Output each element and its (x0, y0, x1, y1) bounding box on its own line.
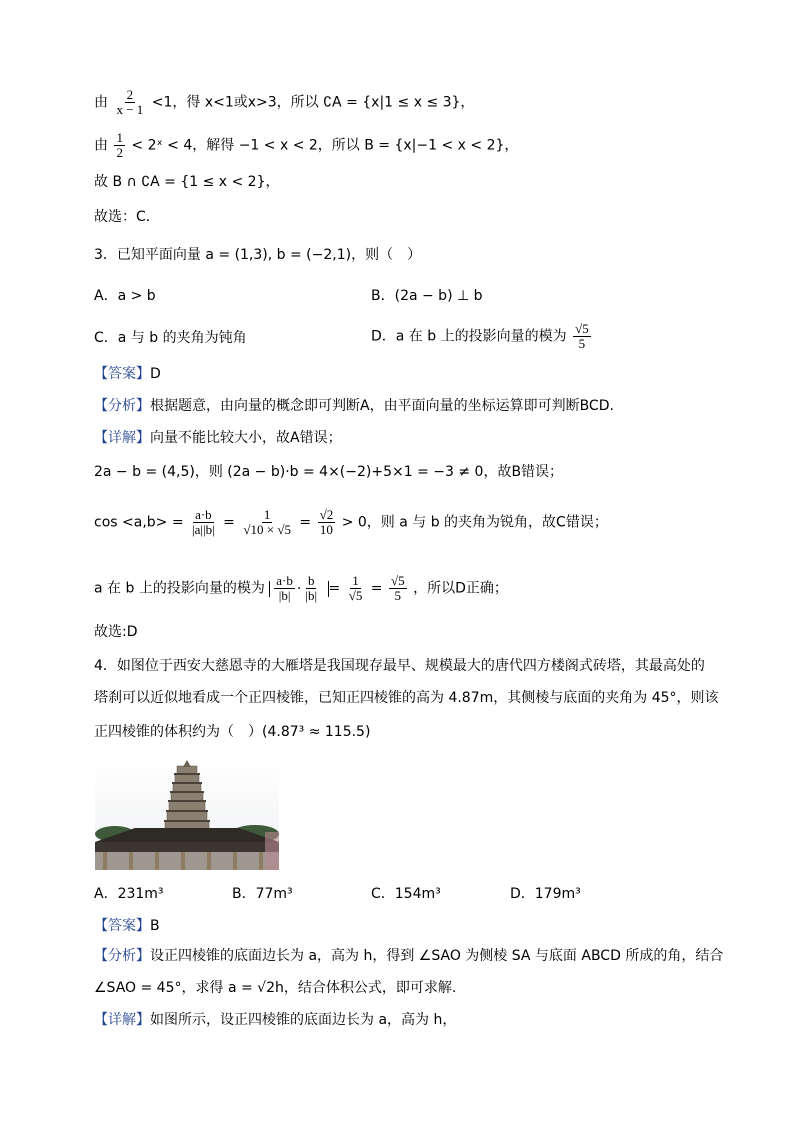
fraction (389, 574, 407, 603)
fraction-numerator: a·b (195, 507, 212, 522)
text-prefix: 由 (94, 94, 108, 111)
fraction-denominator: √10 × √5 (243, 522, 291, 537)
q3-option-d (371, 322, 593, 351)
answer-value: B (150, 918, 160, 934)
detail-line-3d (94, 574, 734, 603)
cos-prefix: cos <a,b> = (94, 514, 184, 531)
analysis-line-4a (94, 946, 734, 966)
fraction-numerator: 2 (126, 87, 134, 102)
solution-line-1 (94, 88, 734, 117)
fraction-denominator: 5 (394, 588, 402, 603)
detail-line-4 (94, 1010, 734, 1030)
fraction (347, 574, 365, 603)
fraction-numerator: √2 (319, 507, 334, 522)
fraction (241, 508, 293, 537)
answer-tag: 【答案】 (94, 366, 150, 382)
solution-line-2 (94, 131, 734, 160)
fraction-numerator: 1 (263, 507, 271, 522)
detail-line-3 (94, 428, 734, 448)
q4-option-a: A．231m³ (94, 886, 164, 902)
analysis-line-3 (94, 396, 734, 416)
answer-line-4 (94, 916, 734, 936)
fraction (190, 508, 217, 537)
absolute-value: $\frac{a\cdot b}{|b|}$ · $\frac{b}{|b|}$ (269, 581, 328, 597)
answer-line-3 (94, 364, 734, 384)
q4-option-b: B．77m³ (232, 886, 293, 902)
analysis-tag: 【分析】 (94, 398, 150, 414)
q3-option-c: C．a 与 b 的夹角为钝角 (94, 330, 247, 346)
question-4-line-1: 4．如图位于西安大慈恩寺的大雁塔是我国现存最早、规模最大的唐代四方楼阁式砖塔，其最高处的 (94, 658, 705, 674)
fraction (274, 574, 295, 603)
question-4-line-2: 塔刹可以近似地看成一个正四棱锥，已知正四棱锥的高为 4.87m，其侧棱与底面的夹角为 45°，则该 (94, 690, 719, 706)
fraction-numerator: √5 (575, 321, 589, 336)
fraction-denominator: |a||b| (192, 522, 215, 537)
analysis-tag: 【分析】 (94, 948, 150, 964)
text-tail: A = {x|1 ≤ x ≤ 3}， (332, 94, 475, 111)
answer-value: D (150, 366, 161, 382)
equals-sign: = (223, 514, 235, 531)
fraction (318, 508, 336, 537)
equals-sign: = (328, 580, 341, 597)
fraction-denominator: 2 (116, 145, 123, 160)
answer-tag: 【答案】 (94, 918, 150, 934)
fraction (303, 574, 319, 603)
detail-tag: 【详解】 (94, 1012, 150, 1028)
detail-line-3b: 2a − b = (4,5)，则 (2a − b)·b = 4×(−2)+5×1 = −3 ≠ 0，故B错误； (94, 464, 564, 480)
text-prefix: a 在 b 上的投影向量的模为 (94, 580, 265, 597)
detail-tag: 【详解】 (94, 430, 150, 446)
fraction-denominator: x − 1 (116, 102, 144, 117)
text-prefix: 由 (94, 137, 108, 154)
big-wild-goose-pagoda-photo (95, 760, 279, 870)
fraction-numerator: √5 (390, 573, 405, 588)
text-body: <1，得 x<1或x>3，所以 ∁ (151, 94, 333, 111)
fraction (114, 88, 145, 117)
fraction-denominator: 10 (319, 522, 333, 537)
analysis-text: 根据题意，由向量的概念即可判断A，由平面向量的坐标运算即可判断BCD. (150, 398, 614, 414)
analysis-text: 设正四棱锥的底面边长为 a，高为 h，得到 ∠SAO 为侧棱 SA 与底面 ABCD 所成的角，结合 (150, 948, 724, 964)
fraction-numerator: 1 (116, 130, 123, 145)
fraction-denominator: √5 (348, 588, 363, 603)
text-tail: ，所以D正确； (413, 580, 508, 597)
q4-option-c: C．154m³ (371, 886, 441, 902)
equals-sign: = (299, 514, 312, 531)
text-tail: > 0，则 a 与 b 的夹角为锐角，故C错误； (341, 514, 608, 531)
detail-text: 向量不能比较大小，故A错误； (150, 430, 342, 446)
solution-line-3: 故 B ∩ ∁A = {1 ≤ x < 2}， (94, 174, 280, 190)
fraction-numerator: 1 (352, 573, 359, 588)
analysis-line-4b: ∠SAO = 45°，求得 a = √2h，结合体积公式，即可求解. (94, 980, 457, 996)
fraction-denominator: |b| (278, 588, 291, 603)
text-body: < 2ˣ < 4，解得 −1 < x < 2，所以 B = {x|−1 < x < 2}， (131, 137, 519, 154)
detail-line-3c (94, 508, 734, 537)
equals-sign: = (370, 580, 383, 597)
q3-option-b: B．(2a − b) ⊥ b (371, 288, 483, 304)
fraction-denominator: 5 (578, 336, 586, 351)
question-3-stem: 3．已知平面向量 a = (1,3), b = (−2,1)，则（ ） (94, 247, 422, 263)
fraction-numerator: a·b (276, 573, 293, 588)
q3-option-a: A．a > b (94, 288, 156, 304)
option-d-text: D．a 在 b 上的投影向量的模为 (371, 328, 567, 345)
fraction-denominator: |b| (305, 588, 318, 603)
fraction (573, 322, 591, 351)
fraction (114, 131, 125, 160)
choice-line-3: 故选:D (94, 624, 138, 640)
detail-text: 如图所示，设正四棱锥的底面边长为 a，高为 h， (150, 1012, 457, 1028)
q4-option-d: D．179m³ (510, 886, 581, 902)
fraction-numerator: b (307, 573, 315, 588)
question-4-line-3: 正四棱锥的体积约为（ ）(4.87³ ≈ 115.5) (94, 724, 371, 740)
solution-choice-line: 故选：C． (94, 209, 160, 225)
